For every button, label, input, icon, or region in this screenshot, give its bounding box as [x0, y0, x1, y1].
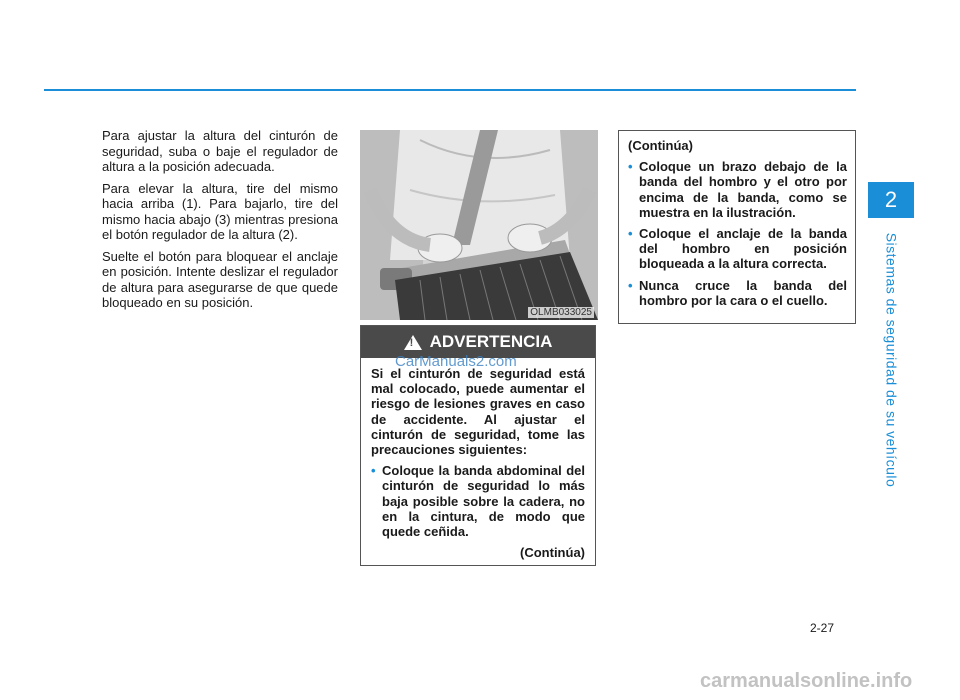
chapter-title-text: Sistemas de seguridad de su vehículo — [883, 232, 899, 488]
continued-header: (Continúa) — [628, 138, 693, 153]
paragraph-3: Suelte el botón para bloquear el anclaje en posición. Intente deslizar el regulador de altura para asegurarse de que quede bloqueado en su posición. — [102, 248, 338, 310]
left-column-text — [102, 128, 338, 317]
warning-intro: Si el cinturón de seguridad está mal colocado, puede aumentar el riesgo de lesiones graves en caso de accidente. Al ajustar el cinturón de seguridad, tome las precauciones siguientes: — [371, 366, 585, 458]
seatbelt-figure — [360, 130, 598, 320]
warning-continues: (Continúa) — [520, 545, 585, 561]
paragraph-2: Para elevar la altura, tire del mismo hacia arriba (1). Para bajarlo, tire del mismo hacia abajo (3) mientras presiona el botón regulador de la altura (2). — [102, 180, 338, 242]
warning-bullet-1: • Coloque la banda abdominal del cinturón de seguridad lo más baja posible sobre la cadera, no en la cintura, de modo que quede ceñida. — [371, 463, 585, 539]
watermark: CarManuals2.com — [395, 353, 517, 370]
continued-warning-box — [618, 130, 856, 324]
continued-bullet-2: • Coloque el anclaje de la banda del hombro en posición bloqueada a la altura correcta. — [628, 226, 847, 272]
header-rule — [44, 89, 856, 91]
page-number: 2-27 — [810, 621, 835, 635]
chapter-title — [862, 230, 920, 490]
figure-code: OLMB033025 — [530, 307, 592, 318]
continued-bullet-1: • Coloque un brazo debajo de la banda del hombro y el otro por encima de la banda, como se muestra en la ilustración. — [628, 159, 847, 220]
warning-title: ADVERTENCIA — [429, 332, 553, 351]
warning-body — [361, 358, 595, 560]
warning-triangle-icon — [404, 335, 422, 350]
continued-bullet-3: • Nunca cruce la banda del hombro por la cara o el cuello. — [628, 278, 847, 308]
footer-url: carmanualsonline.info — [700, 670, 913, 692]
seatbelt-illustration — [360, 130, 598, 320]
paragraph-1: Para ajustar la altura del cinturón de seguridad, suba o baje el regulador de altura a la posición adecuada. — [102, 128, 338, 174]
chapter-number-tab: 2 — [868, 182, 914, 218]
